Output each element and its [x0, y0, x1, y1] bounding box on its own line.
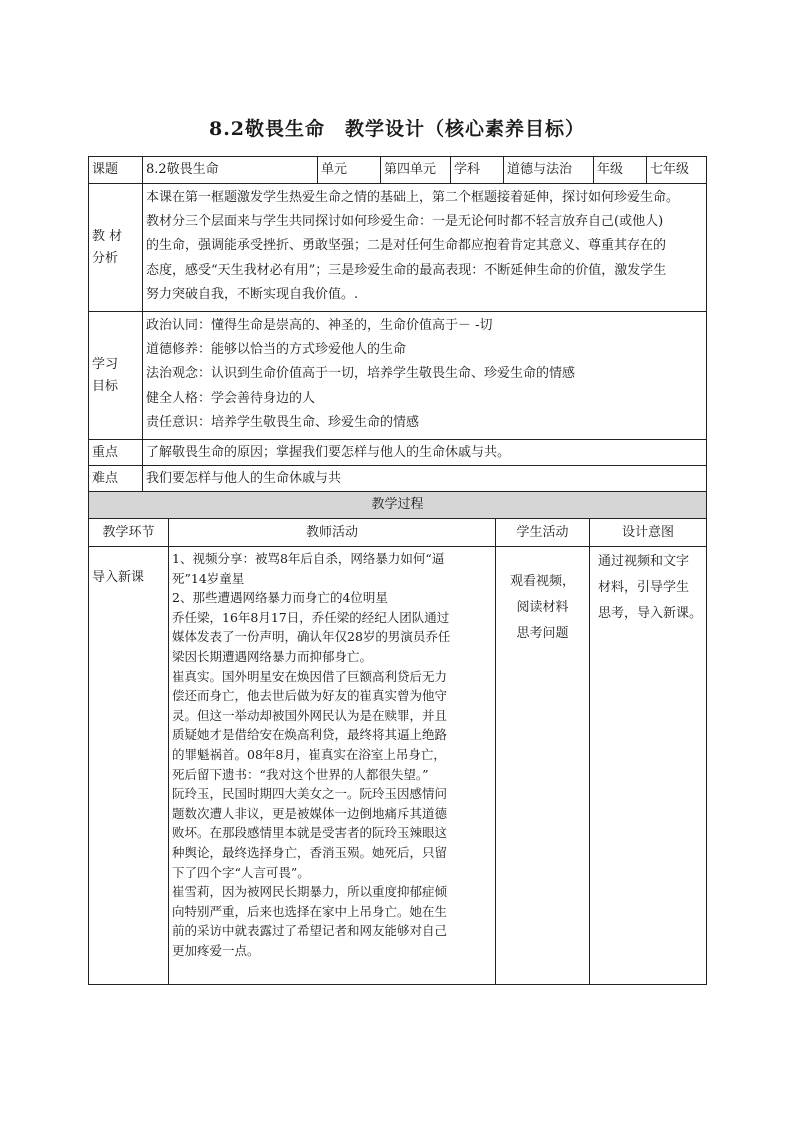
column-header-intent: 设计意图	[590, 519, 707, 547]
teacher-line: 质疑她才是借给安在焕高利贷，最终将其逼上绝路	[172, 727, 448, 743]
goal-line: 责任意识：培养学生敬畏生命、珍爱生命的情感	[146, 414, 420, 430]
teacher-line: 崔雪莉，因为被网民长期暴力，所以重度抑郁症倾	[172, 884, 448, 900]
teaching-process-table	[88, 491, 707, 985]
teacher-line: 种舆论，最终选择身亡，香消玉殒。她死后，只留	[172, 844, 448, 860]
process-columns-row	[89, 519, 707, 547]
lesson-value: 8.2敬畏生命	[143, 157, 318, 184]
analysis-line: 态度，感受“天生我材必有用”；三是珍爱生命的最高表现：不断延伸生命的价值，激发学生	[146, 262, 667, 278]
difficulty-value: 我们要怎样与他人的生命休戚与共	[143, 466, 707, 492]
difficulty-label: 难点	[89, 466, 143, 492]
teacher-line: 阮玲玉，民国时期四大美女之一。阮玲玉因感情问	[172, 786, 448, 802]
stage-cell: 导入新课	[89, 547, 169, 985]
teacher-line: 更加疼爱一点。	[172, 942, 260, 958]
student-line: 阅读材料	[516, 600, 569, 615]
teacher-line: 向特别严重，后来也选择在家中上吊身亡。她在生	[172, 903, 448, 919]
key-point-value: 了解敬畏生命的原因；掌握我们要怎样与他人的生命休戚与共。	[143, 440, 707, 466]
grade-label: 年级	[594, 157, 647, 184]
design-intent-cell	[590, 547, 707, 985]
teacher-activity-cell	[169, 547, 496, 985]
process-row-intro	[89, 547, 707, 985]
goals-text	[143, 312, 707, 440]
key-point-row	[89, 440, 707, 466]
info-row	[89, 157, 707, 184]
teacher-line: 2、那些遭遇网络暴力而身亡的4位明星	[172, 590, 388, 606]
column-header-teacher: 教师活动	[169, 519, 496, 547]
student-line: 思考问题	[516, 626, 569, 641]
teacher-line: 媒体发表了一份声明，确认年仅28岁的男演员乔任	[172, 629, 451, 645]
column-header-stage: 教学环节	[89, 519, 169, 547]
subject-label: 学科	[451, 157, 504, 184]
analysis-label	[89, 184, 143, 312]
analysis-line: 教材分三个层面来与学生共同探讨如何珍爱生命：一是无论何时都不轻言放弃自己(或他人)	[146, 214, 664, 230]
teacher-line: 死”14岁童星	[172, 570, 245, 586]
student-line: 观看视频，	[509, 574, 575, 589]
teacher-line: 下了四个字“人言可畏”。	[172, 864, 310, 880]
teacher-line: 崔真实。国外明星安在焕因借了巨额高利贷后无力	[172, 668, 448, 684]
teacher-line: 1、视频分享：被骂8年后自杀，网络暴力如何“逼	[172, 551, 445, 566]
teacher-line: 乔任梁，16年8月17日，乔任梁的经纪人团队通过	[172, 609, 450, 625]
teacher-line: 死后留下遗书：“我对这个世界的人都很失望。”	[172, 766, 429, 782]
goal-line: 政治认同：懂得生命是崇高的、神圣的，生命价值高于－ -切	[146, 318, 493, 333]
unit-label: 单元	[318, 157, 381, 184]
intent-line: 通过视频和文字	[598, 554, 690, 569]
teacher-line: 梁因长期遭遇网络暴力而抑郁身亡。	[172, 648, 373, 664]
goals-label-line: 目标	[92, 378, 119, 394]
goals-label	[89, 312, 143, 440]
process-header: 教学过程	[89, 492, 707, 519]
analysis-line: 本课在第一框题激发学生热爱生命之情的基础上，第二个框题接着延伸，探讨如何珍爱生命。	[146, 190, 680, 205]
page-title: 8.2敬畏生命 教学设计（核心素养目标）	[208, 118, 586, 140]
student-activity-cell	[496, 547, 590, 985]
analysis-label-line: 分析	[92, 250, 119, 266]
intent-line: 材料，引导学生	[598, 580, 690, 595]
grade-value: 七年级	[647, 157, 707, 184]
teacher-line: 败坏。在那段感情里本就是受害者的阮玲玉辣眼这	[172, 825, 448, 841]
analysis-label-line: 教 材	[92, 228, 123, 244]
teacher-line: 题数次遭人非议，更是被媒体一边倒地痛斥其道德	[172, 805, 448, 821]
teacher-line: 偿还而身亡，他去世后做为好友的崔真实曾为他守	[172, 688, 448, 704]
lesson-label: 课题	[89, 157, 143, 184]
difficulty-row	[89, 466, 707, 492]
analysis-line: 努力突破自我，不断实现自我价值。.	[146, 286, 359, 302]
goal-line: 健全人格：学会善待身边的人	[146, 390, 316, 406]
column-header-student: 学生活动	[496, 519, 590, 547]
teacher-line: 前的采访中就表露过了希望记者和网友能够对自己	[172, 923, 448, 939]
teacher-line: 的罪魁祸首。08年8月，崔真实在浴室上吊身亡，	[172, 746, 446, 762]
unit-value: 第四单元	[381, 157, 451, 184]
subject-value: 道德与法治	[504, 157, 594, 184]
goals-row	[89, 312, 707, 440]
process-header-row	[89, 492, 707, 519]
intent-line: 思考，导入新课。	[598, 606, 703, 621]
goal-line: 道德修养：能够以恰当的方式珍爱他人的生命	[146, 342, 407, 358]
analysis-line: 的生命，强调能承受挫折、勇敢坚强；二是对任何生命都应抱着肯定其意义、尊重其存在的	[146, 238, 667, 254]
key-point-label: 重点	[89, 440, 143, 466]
analysis-text	[143, 184, 707, 312]
teacher-line: 灵。但这一举动却被国外网民认为是在赎罪，并且	[172, 707, 448, 723]
goals-label-line: 学习	[92, 356, 119, 372]
goal-line: 法治观念：认识到生命价值高于一切，培养学生敬畏生命、珍爱生命的情感	[146, 366, 576, 382]
analysis-row	[89, 184, 707, 312]
lesson-info-table	[88, 156, 707, 492]
